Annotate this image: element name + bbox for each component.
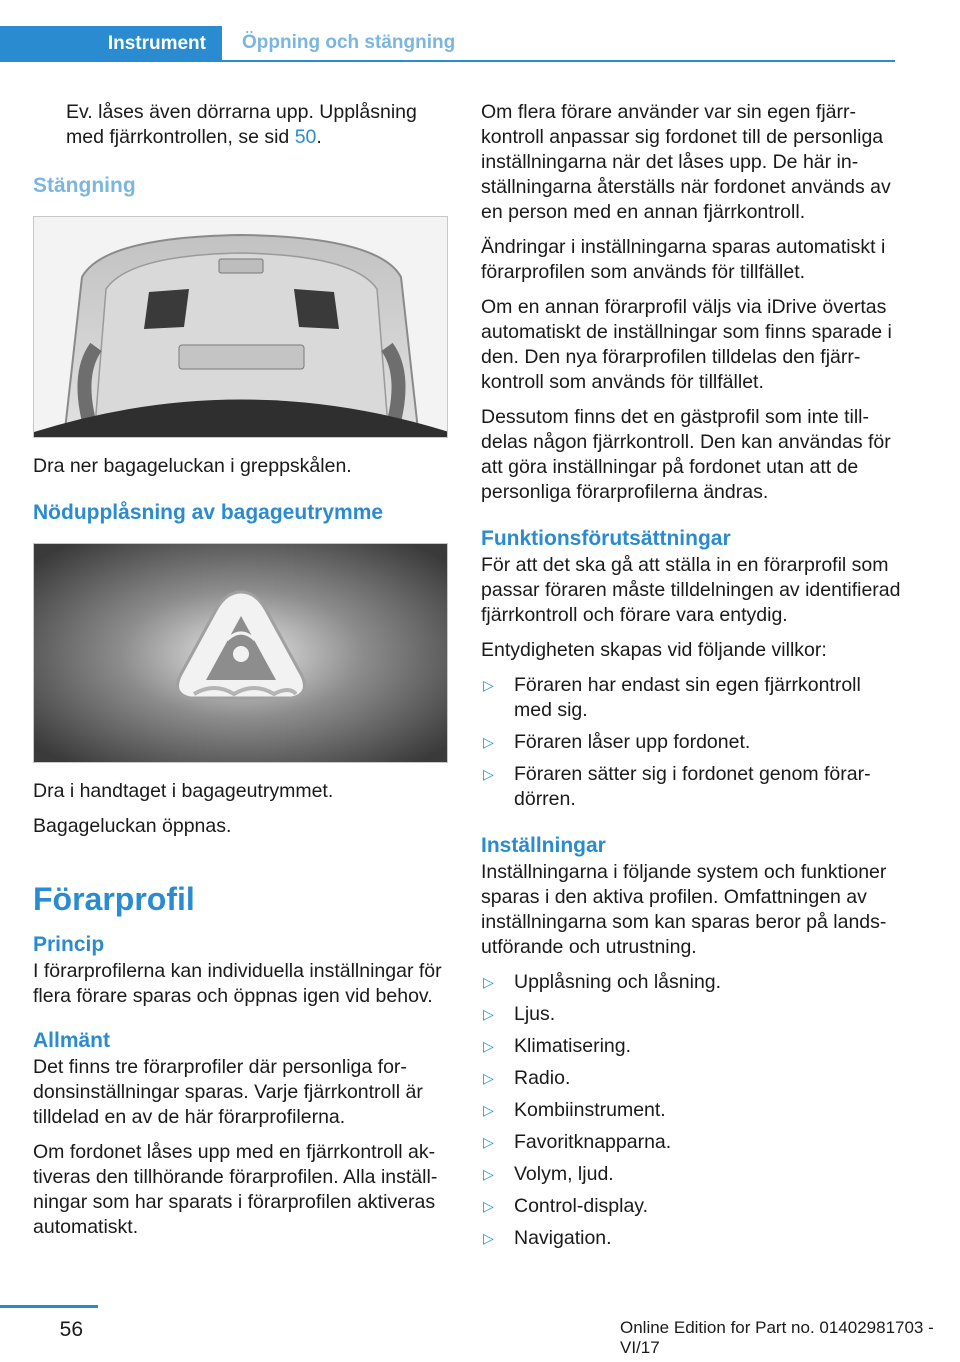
bullet-triangle-icon: ▷	[483, 1230, 494, 1246]
heading-general: Allmänt	[33, 1029, 111, 1052]
bullet-triangle-icon: ▷	[483, 677, 494, 693]
tab-instrument[interactable]: Instrument	[0, 26, 222, 62]
tab-opening-closing[interactable]: Öppning och stängning	[242, 32, 456, 53]
list-item: ▷ Navigation.	[483, 1227, 612, 1249]
heading-emergency-release: Nödupplåsning av bagageutrymme	[33, 501, 384, 524]
right-paragraph-4: Dessutom finns det en gästprofil som inte tilldelas någon fjärrkontroll. Den kan användas för att göra inställningar på fordonet utan att de personliga förarprofilerna ändras.	[481, 406, 891, 503]
bullet-triangle-icon: ▷	[483, 1134, 494, 1150]
intro-text: Ev. låses även dörrarna upp. Upplåsning med fjärrkontrollen, se sid	[66, 101, 417, 148]
right-paragraph-2: Ändringar i inställningarna sparas automatiskt i förarprofilen som används för tillfället.	[481, 236, 886, 283]
list-item: ▷ Föraren har endast sin egen fjärrkontroll med sig.	[483, 674, 861, 721]
heading-prerequisites: Funktionsförutsättningar	[481, 527, 731, 550]
settings-text: Inställningarna i följande system och funktioner sparas i den aktiva profilen. Omfattningen av inställningarna som kan sparas beror på landsutförande och utrustning.	[481, 861, 887, 958]
list-item: ▷ Ljus.	[483, 1003, 556, 1025]
intro-paragraph	[33, 100, 448, 150]
bullet-triangle-icon: ▷	[483, 1102, 494, 1118]
list-item: ▷ Control-display.	[483, 1195, 649, 1217]
general-text-2: Om fordonet låses upp med en fjärrkontroll aktiveras den tillhörande förarprofilen. Alla inställningar som har sparats i förarprofilen aktiveras automatiskt.	[33, 1141, 438, 1238]
emergency-caption-1: Dra i handtaget i bagageutrymmet.	[33, 780, 334, 802]
prerequisites-lead: Entydigheten skapas vid följande villkor:	[481, 639, 827, 661]
prerequisites-list	[481, 673, 901, 812]
prerequisites-text: För att det ska gå att ställa in en förarprofil som passar föraren måste tilldelningen av identifierad fjärrkontroll och förare vara entydig.	[481, 554, 901, 626]
right-paragraph-3: Om en annan förarprofil väljs via iDrive övertas automatiskt de inställningar som finns sparade i den. Den nya förarprofilen tilldelas den fjärrkontroll som används för tillfället.	[481, 296, 892, 393]
closing-caption: Dra ner bagageluckan i greppskålen.	[33, 455, 352, 477]
figure-emergency-handle	[33, 543, 448, 763]
intro-end: .	[316, 126, 322, 148]
settings-list	[481, 970, 901, 1251]
right-paragraph-1: Om flera förare använder var sin egen fjärrkontroll anpassar sig fordonet till de personliga inställningarna när det låses upp. De här inställningarna återställs när fordonet används av en person med en annan fjärrkontroll.	[481, 101, 891, 223]
heading-principle: Princip	[33, 933, 105, 956]
list-item: ▷ Kombiinstrument.	[483, 1099, 666, 1121]
bullet-triangle-icon: ▷	[483, 1038, 494, 1054]
list-item: ▷ Upplåsning och låsning.	[483, 971, 722, 993]
header-bar	[0, 26, 895, 62]
list-item: ▷ Klimatisering.	[483, 1035, 632, 1057]
figure-trunk-lid	[33, 216, 448, 438]
bullet-triangle-icon: ▷	[483, 1006, 494, 1022]
heading-driver-profile: Förarprofil	[33, 881, 195, 917]
edition-text: Online Edition for Part no. 01402981703 - VI/17	[620, 1318, 934, 1357]
page-number: 56	[59, 1318, 83, 1341]
emergency-caption-2: Bagageluckan öppnas.	[33, 815, 232, 837]
list-item: ▷ Radio.	[483, 1067, 571, 1089]
bullet-triangle-icon: ▷	[483, 974, 494, 990]
list-item: ▷ Favoritknapparna.	[483, 1131, 672, 1153]
heading-settings: Inställningar	[481, 834, 606, 857]
bullet-triangle-icon: ▷	[483, 1198, 494, 1214]
page-link-50[interactable]: 50	[294, 126, 317, 148]
right-column	[481, 100, 901, 1259]
bullet-triangle-icon: ▷	[483, 1166, 494, 1182]
header-rule	[0, 60, 895, 62]
heading-closing: Stängning	[33, 174, 136, 197]
list-item: ▷ Volym, ljud.	[483, 1163, 614, 1185]
bullet-triangle-icon: ▷	[483, 734, 494, 750]
list-item: ▷ Föraren låser upp fordonet.	[483, 731, 751, 753]
left-column	[33, 100, 448, 1250]
bullet-triangle-icon: ▷	[483, 1070, 494, 1086]
general-text-1: Det finns tre förarprofiler där personliga fordonsinställningar sparas. Varje fjärrkontroll är tilldelad en av de här förarprofilerna.	[33, 1056, 423, 1128]
footer-rule	[0, 1305, 98, 1308]
bullet-triangle-icon: ▷	[483, 766, 494, 782]
list-item: ▷ Föraren sätter sig i fordonet genom förardörren.	[483, 763, 871, 810]
principle-text: I förarprofilerna kan individuella inställningar för flera förare sparas och öppnas igen vid behov.	[33, 960, 442, 1007]
